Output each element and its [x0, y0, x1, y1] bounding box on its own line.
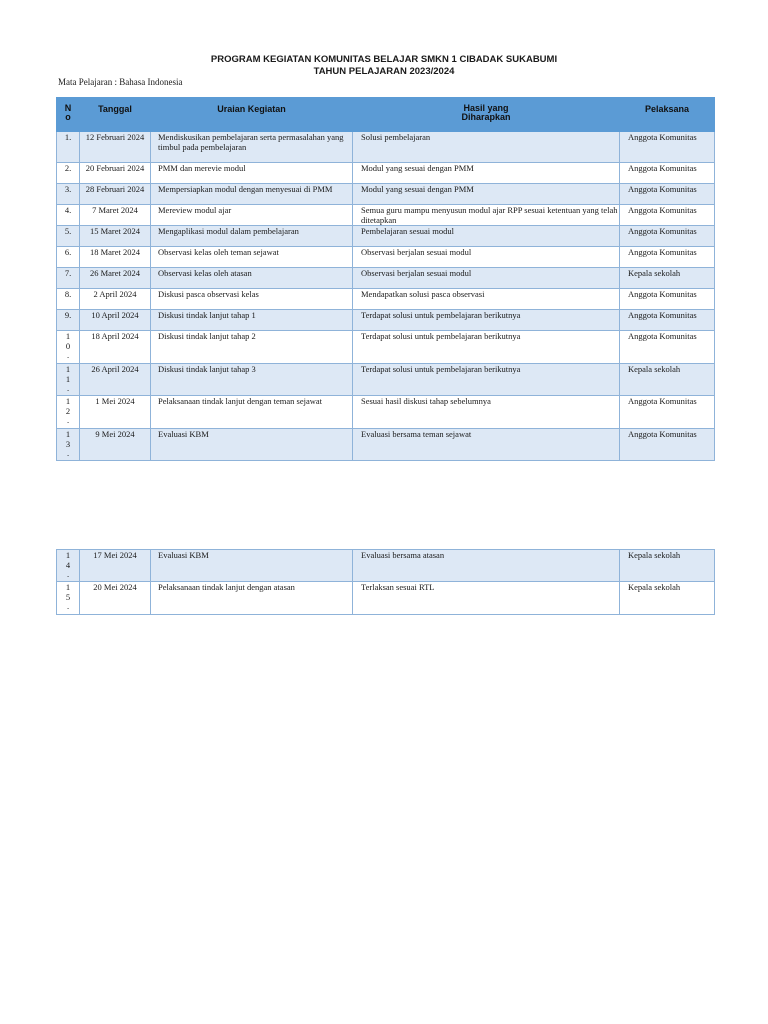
activity-table [56, 97, 715, 461]
header-uraian: Uraian Kegiatan [151, 98, 353, 132]
header-hasil: Hasil yang Diharapkan [353, 98, 620, 132]
row-activity: Observasi kelas oleh teman sejawat [151, 247, 353, 268]
row-date: 20 Mei 2024 [80, 582, 151, 615]
row-expected-result: Observasi berjalan sesuai modul [353, 268, 620, 289]
table-row [57, 163, 715, 184]
row-date: 2 April 2024 [80, 289, 151, 310]
row-expected-result: Pembelajaran sesuai modul [353, 226, 620, 247]
row-date: 15 Maret 2024 [80, 226, 151, 247]
header-pelaksana: Pelaksana [620, 98, 715, 132]
row-number: 1 0 . [57, 331, 80, 364]
row-number: 7. [57, 268, 80, 289]
row-number: 2. [57, 163, 80, 184]
row-executor: Kepala sekolah [620, 550, 715, 582]
row-number: 8. [57, 289, 80, 310]
row-executor: Anggota Komunitas [620, 310, 715, 331]
row-date: 18 Maret 2024 [80, 247, 151, 268]
row-expected-result: Observasi berjalan sesuai modul [353, 247, 620, 268]
row-executor: Anggota Komunitas [620, 132, 715, 163]
row-expected-result: Terlaksan sesuai RTL [353, 582, 620, 615]
table-row [57, 396, 715, 429]
row-date: 26 April 2024 [80, 364, 151, 396]
table-row [57, 550, 715, 582]
row-date: 12 Februari 2024 [80, 132, 151, 163]
row-date: 10 April 2024 [80, 310, 151, 331]
row-expected-result: Evaluasi bersama atasan [353, 550, 620, 582]
row-expected-result: Sesuai hasil diskusi tahap sebelumnya [353, 396, 620, 429]
table-row [57, 247, 715, 268]
table-row [57, 289, 715, 310]
row-date: 18 April 2024 [80, 331, 151, 364]
row-expected-result: Modul yang sesuai dengan PMM [353, 184, 620, 205]
row-executor: Kepala sekolah [620, 364, 715, 396]
row-expected-result: Solusi pembelajaran [353, 132, 620, 163]
header-no: N o [57, 98, 80, 132]
row-activity: Mendiskusikan pembelajaran serta permasalahan yang timbul pada pembelajaran [151, 132, 353, 163]
row-number: 4. [57, 205, 80, 226]
row-executor: Anggota Komunitas [620, 184, 715, 205]
row-activity: Diskusi pasca observasi kelas [151, 289, 353, 310]
row-executor: Anggota Komunitas [620, 247, 715, 268]
subject-label: Mata Pelajaran : Bahasa Indonesia [58, 77, 183, 87]
table-row [57, 184, 715, 205]
row-executor: Anggota Komunitas [620, 226, 715, 247]
row-number: 1 1 . [57, 364, 80, 396]
row-date: 17 Mei 2024 [80, 550, 151, 582]
row-executor: Kepala sekolah [620, 268, 715, 289]
row-activity: Diskusi tindak lanjut tahap 3 [151, 364, 353, 396]
table-header-row [57, 98, 715, 132]
row-activity: Pelaksanaan tindak lanjut dengan teman sejawat [151, 396, 353, 429]
table-row [57, 429, 715, 461]
row-activity: Observasi kelas oleh atasan [151, 268, 353, 289]
row-date: 20 Februari 2024 [80, 163, 151, 184]
row-number: 9. [57, 310, 80, 331]
row-activity: Diskusi tindak lanjut tahap 1 [151, 310, 353, 331]
row-expected-result: Terdapat solusi untuk pembelajaran berikutnya [353, 364, 620, 396]
row-executor: Anggota Komunitas [620, 163, 715, 184]
table-row [57, 582, 715, 615]
row-executor: Anggota Komunitas [620, 429, 715, 461]
row-expected-result: Terdapat solusi untuk pembelajaran berikutnya [353, 331, 620, 364]
row-expected-result: Semua guru mampu menyusun modul ajar RPP sesuai ketentuan yang telah ditetapkan [353, 205, 620, 226]
table-row [57, 226, 715, 247]
row-activity: Pelaksanaan tindak lanjut dengan atasan [151, 582, 353, 615]
row-expected-result: Modul yang sesuai dengan PMM [353, 163, 620, 184]
row-date: 9 Mei 2024 [80, 429, 151, 461]
row-number: 1. [57, 132, 80, 163]
header-tanggal: Tanggal [80, 98, 151, 132]
activity-table-continued [56, 549, 715, 615]
row-number: 1 2 . [57, 396, 80, 429]
table-row [57, 205, 715, 226]
row-activity: Evaluasi KBM [151, 429, 353, 461]
row-expected-result: Evaluasi bersama teman sejawat [353, 429, 620, 461]
table-row [57, 331, 715, 364]
row-number: 5. [57, 226, 80, 247]
row-executor: Kepala sekolah [620, 582, 715, 615]
row-activity: Diskusi tindak lanjut tahap 2 [151, 331, 353, 364]
row-expected-result: Terdapat solusi untuk pembelajaran berikutnya [353, 310, 620, 331]
row-activity: Mengaplikasi modul dalam pembelajaran [151, 226, 353, 247]
row-number: 6. [57, 247, 80, 268]
row-executor: Anggota Komunitas [620, 331, 715, 364]
table-row [57, 310, 715, 331]
row-executor: Anggota Komunitas [620, 205, 715, 226]
table-row [57, 268, 715, 289]
row-date: 28 Februari 2024 [80, 184, 151, 205]
row-date: 7 Maret 2024 [80, 205, 151, 226]
table-row [57, 132, 715, 163]
row-date: 1 Mei 2024 [80, 396, 151, 429]
row-activity: Evaluasi KBM [151, 550, 353, 582]
document-subtitle: TAHUN PELAJARAN 2023/2024 [313, 66, 455, 77]
row-number: 3. [57, 184, 80, 205]
row-activity: Mereview modul ajar [151, 205, 353, 226]
row-number: 1 3 . [57, 429, 80, 461]
row-number: 1 5 . [57, 582, 80, 615]
row-executor: Anggota Komunitas [620, 289, 715, 310]
row-executor: Anggota Komunitas [620, 396, 715, 429]
row-expected-result: Mendapatkan solusi pasca observasi [353, 289, 620, 310]
row-activity: Mempersiapkan modul dengan menyesuai di PMM [151, 184, 353, 205]
row-activity: PMM dan merevie modul [151, 163, 353, 184]
document-title: PROGRAM KEGIATAN KOMUNITAS BELAJAR SMKN 1 CIBADAK SUKABUMI [210, 54, 558, 65]
table-row [57, 364, 715, 396]
row-date: 26 Maret 2024 [80, 268, 151, 289]
row-number: 1 4 . [57, 550, 80, 582]
